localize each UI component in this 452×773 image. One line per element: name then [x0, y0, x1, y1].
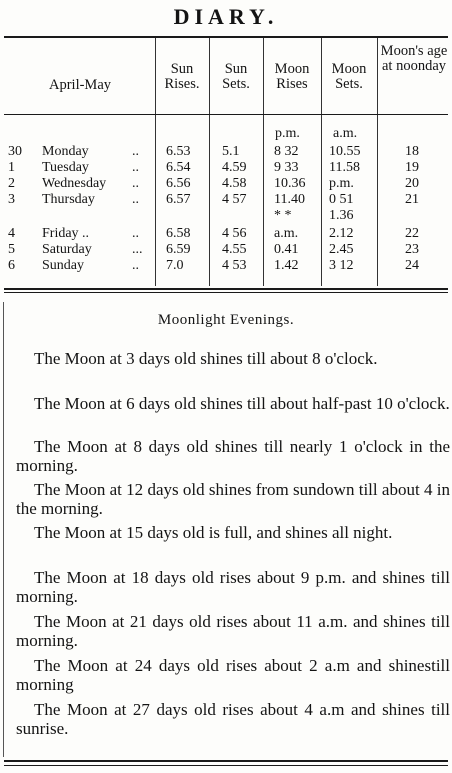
table-cell-dots: .. [132, 258, 139, 273]
table-cell-age: 24 [405, 258, 419, 273]
table-cell-age: 23 [405, 242, 419, 257]
bottom-rule [4, 760, 448, 762]
table-cell-moon-sets: p.m. [329, 176, 354, 191]
table-bottom-rule-thin [4, 292, 448, 293]
table-cell-age: 18 [405, 144, 419, 159]
table-cell-day: 30 [8, 144, 22, 159]
table-cell-name: Wednesday [42, 176, 107, 191]
table-cell-day: 6 [8, 258, 15, 273]
table-cell-moon-sets: 0 51 [329, 192, 354, 207]
table-cell-sun-sets: 4 56 [222, 226, 247, 241]
table-cell-moon-sets: 2.12 [329, 226, 354, 241]
table-cell-dots: .. [132, 160, 139, 175]
table-cell-moon-sets: 1.36 [329, 208, 354, 223]
table-cell-moon-rises: 9 33 [274, 160, 299, 175]
header-moon-rises: Moon Rises [274, 61, 310, 92]
table-bottom-rule [4, 288, 448, 290]
table-cell-sun-rises: 6.53 [166, 144, 191, 159]
moonlight-paragraph: The Moon at 21 days old rises about 11 a.m. and shines till morning. [16, 612, 450, 650]
table-cell-day: 5 [8, 242, 15, 257]
table-cell-name: Sunday [42, 258, 84, 273]
table-cell-moon-sets: 10.55 [329, 144, 361, 159]
table-cell-name: Monday [42, 144, 89, 159]
table-cell-name: Tuesday [42, 160, 89, 175]
header-sun-sets: Sun Sets. [222, 61, 250, 92]
table-cell-sun-rises: 6.56 [166, 176, 191, 191]
table-cell-dots: .. [132, 192, 139, 207]
moonlight-paragraph: The Moon at 18 days old rises about 9 p.m. and shines till morning. [16, 568, 450, 606]
table-cell-name: Thursday [42, 192, 95, 207]
table-cell-name: Friday .. [42, 226, 90, 241]
table-cell-moon-sets: 2.45 [329, 242, 354, 257]
table-cell-sun-rises: 7.0 [166, 258, 184, 273]
table-cell-sun-sets: 4 57 [222, 192, 247, 207]
table-cell-sun-sets: 4.55 [222, 242, 247, 257]
top-rule [4, 36, 448, 38]
table-cell-sun-sets: 4.58 [222, 176, 247, 191]
header-moon-sets: Moon Sets. [331, 61, 367, 92]
table-cell-sun-rises: 6.58 [166, 226, 191, 241]
table-cell-moon-rises: 11.40 [274, 192, 305, 207]
table-cell-sun-rises: 6.59 [166, 242, 191, 257]
header-rule [4, 114, 448, 115]
table-cell-day: 4 [8, 226, 15, 241]
section-title: Moonlight Evenings. [157, 312, 295, 328]
moon-sets-unit: a.m. [333, 126, 358, 141]
table-cell-age: 20 [405, 176, 419, 191]
table-cell-name: Saturday [42, 242, 92, 257]
table-cell-sun-rises: 6.54 [166, 160, 191, 175]
header-date: April-May [48, 77, 111, 93]
table-cell-dots: ... [132, 242, 143, 257]
table-cell-moon-sets: 3 12 [329, 258, 354, 273]
table-cell-dots: .. [132, 176, 139, 191]
moonlight-paragraph: The Moon at 6 days old shines till about half-past 10 o'clock. [34, 394, 450, 413]
table-cell-day: 3 [8, 192, 15, 207]
table-cell-sun-sets: 4 53 [222, 258, 247, 273]
header-sun-rises: Sun Rises. [164, 61, 200, 92]
moonlight-paragraph: The Moon at 12 days old shines from sundown till about 4 in the morning. [16, 480, 450, 518]
bottom-rule-thin [4, 765, 448, 766]
moonlight-paragraph: The Moon at 27 days old rises about 4 a.m and shines till sunrise. [16, 700, 450, 738]
table-cell-sun-sets: 4.59 [222, 160, 247, 175]
table-cell-dots: .. [132, 226, 139, 241]
table-cell-moon-rises: 0.41 [274, 242, 299, 257]
table-cell-sun-rises: 6.57 [166, 192, 191, 207]
moonlight-paragraph: The Moon at 15 days old is full, and shines all night. [34, 523, 393, 542]
moonlight-paragraph: The Moon at 24 days old rises about 2 a.m and shinestill morning [16, 656, 450, 694]
table-cell-day: 2 [8, 176, 15, 191]
col-divider [263, 38, 264, 286]
table-cell-moon-rises: 8 32 [274, 144, 299, 159]
moon-rises-unit: p.m. [275, 126, 300, 141]
table-cell-sun-sets: 5.1 [222, 144, 240, 159]
header-moon-age: Moon's age at noonday [380, 43, 448, 74]
table-cell-moon-rises: 10.36 [274, 176, 306, 191]
moonlight-paragraph: The Moon at 3 days old shines till about 8 o'clock. [34, 349, 378, 368]
col-divider [377, 38, 378, 286]
col-divider [209, 38, 210, 286]
table-cell-age: 21 [405, 192, 419, 207]
table-cell-moon-sets: 11.58 [329, 160, 360, 175]
table-cell-age: 22 [405, 226, 419, 241]
table-cell-moon-rises: 1.42 [274, 258, 299, 273]
page-title: DIARY. [173, 4, 279, 29]
table-cell-moon-rises: * * [274, 208, 292, 223]
col-divider [155, 38, 156, 286]
table-cell-dots: .. [132, 144, 139, 159]
table-cell-day: 1 [8, 160, 15, 175]
col-divider [321, 38, 322, 286]
column-rail [3, 302, 4, 757]
table-cell-moon-rises: a.m. [274, 226, 299, 241]
table-cell-age: 19 [405, 160, 419, 175]
moonlight-paragraph: The Moon at 8 days old shines till nearly 1 o'clock in the morning. [16, 437, 450, 475]
